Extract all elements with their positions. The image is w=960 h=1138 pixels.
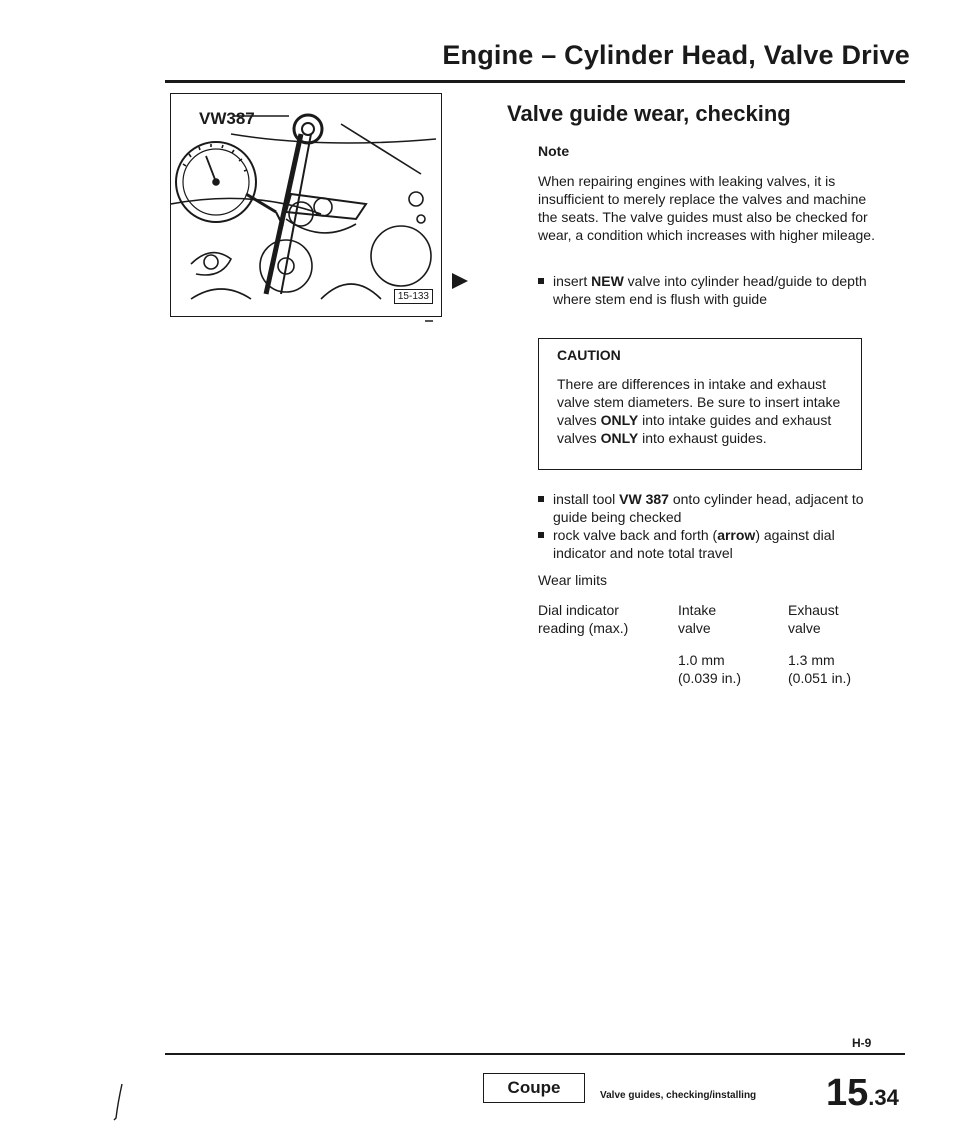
bullet-square-icon bbox=[538, 532, 544, 538]
step-list-2 bbox=[538, 490, 878, 562]
list-item: install tool VW 387 onto cylinder head, adjacent to guide being checked bbox=[538, 490, 878, 526]
figure-illustration bbox=[170, 93, 442, 317]
page-code: H-9 bbox=[852, 1036, 872, 1050]
caution-text: There are differences in intake and exhaust valve stem diameters. Be sure to insert intake valves ONLY into intake guides and exhaust valves ONLY into exhaust guides. bbox=[557, 376, 841, 446]
margin-mark-icon bbox=[112, 1082, 126, 1122]
footer-rule bbox=[165, 1053, 905, 1055]
note-text: When repairing engines with leaking valves, it is insufficient to merely replace the valves and machine the seats. The valve guides must also be checked for wear, a condition which increases with higher mileage. bbox=[538, 173, 875, 243]
exhaust-valve-header: Exhaust valve bbox=[788, 602, 839, 636]
page-number: 15.34 bbox=[826, 1072, 899, 1114]
list-item: insert NEW valve into cylinder head/guide to depth where stem end is flush with guide bbox=[538, 272, 878, 308]
section-heading: Valve guide wear, checking bbox=[507, 101, 791, 126]
footer-caption: Valve guides, checking/installing bbox=[600, 1090, 757, 1101]
step-list-1 bbox=[538, 272, 878, 308]
model-badge: Coupe bbox=[483, 1073, 585, 1103]
figure-reference-tag: 15-133 bbox=[394, 289, 433, 304]
intake-valve-header: Intake valve bbox=[678, 602, 717, 636]
list-item: rock valve back and forth (arrow) against dial indicator and note total travel bbox=[538, 526, 878, 562]
wear-limits-row-label: Dial indicator reading (max.) bbox=[538, 602, 629, 636]
bullet-square-icon bbox=[538, 278, 544, 284]
figure-dash bbox=[425, 320, 433, 322]
title-rule bbox=[165, 80, 905, 83]
intake-valve-value: 1.0 mm (0.039 in.) bbox=[678, 652, 742, 686]
note-label: Note bbox=[538, 143, 570, 159]
page-title: Engine – Cylinder Head, Valve Drive bbox=[442, 40, 910, 70]
triangle-marker-icon bbox=[452, 273, 468, 289]
tool-label: VW387 bbox=[199, 109, 255, 128]
wear-limits-title: Wear limits bbox=[538, 572, 607, 588]
bullet-square-icon bbox=[538, 496, 544, 502]
caution-title: CAUTION bbox=[557, 347, 621, 363]
exhaust-valve-value: 1.3 mm (0.051 in.) bbox=[788, 652, 852, 686]
caution-box bbox=[538, 338, 862, 470]
